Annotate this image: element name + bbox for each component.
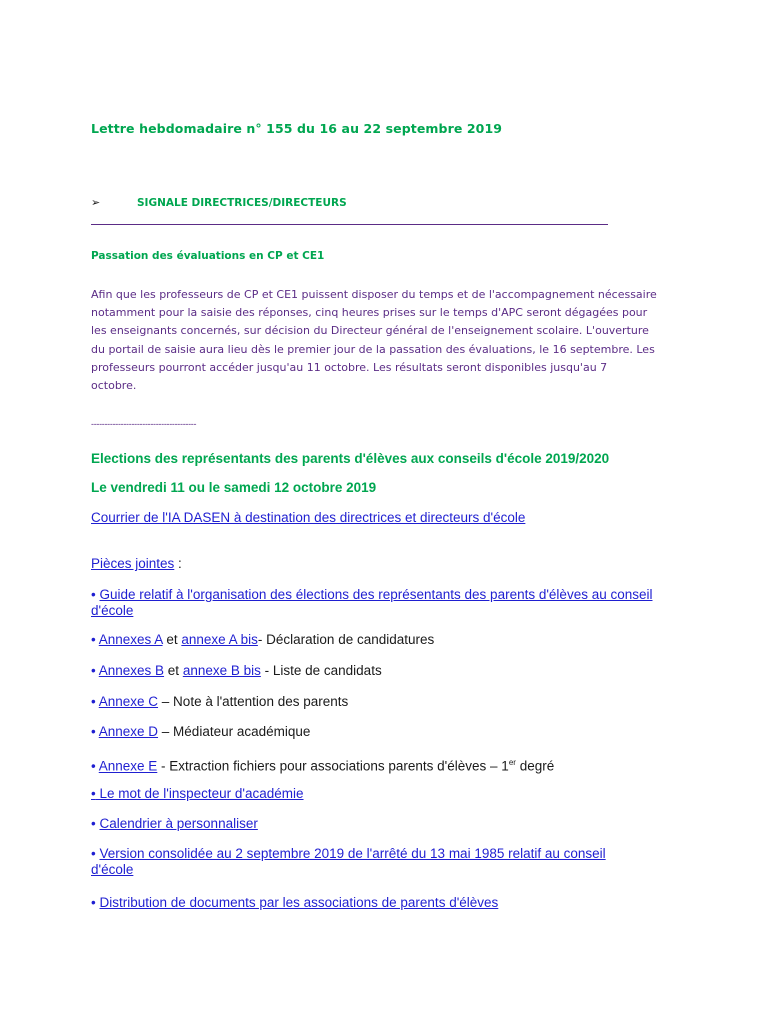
annexe-b-bis-link[interactable]: annexe B bis <box>182 663 261 678</box>
attachment-item-calendrier <box>91 816 258 832</box>
attachment-item-distribution <box>91 895 498 911</box>
section-divider <box>91 224 608 225</box>
calendrier-link[interactable]: Calendrier à personnaliser <box>99 816 258 831</box>
attachment-item-annexe-a <box>91 632 434 648</box>
attachment-item-annexe-c <box>91 694 348 710</box>
paragraph-line: les enseignants concernés, sur décision du Directeur général de l'enseignement scolaire. L'ouverture <box>91 324 649 338</box>
bullet-icon: • <box>91 663 96 678</box>
mot-inspecteur-label: Le mot de l'inspecteur d'académie <box>99 786 304 801</box>
attachment-item-annexe-b <box>91 663 382 679</box>
distribution-link[interactable]: Distribution de documents par les associations de parents d'élèves <box>99 895 499 910</box>
elections-heading: Elections des représentants des parents d'élèves aux conseils d'école 2019/2020 <box>91 451 610 466</box>
annexe-e-superscript: er <box>508 758 516 767</box>
annexe-c-link[interactable]: Annexe C <box>98 694 159 709</box>
annexe-a-description: - Déclaration de candidatures <box>257 632 435 647</box>
version-consolidee-link-continued[interactable]: d'école <box>91 862 134 877</box>
bullet-icon: • <box>91 758 96 774</box>
bullet-icon: • <box>91 694 96 709</box>
paragraph-line: octobre. <box>91 379 137 393</box>
annexe-c-description: – Note à l'attention des parents <box>158 694 349 709</box>
paragraph-line: Afin que les professeurs de CP et CE1 puissent disposer du temps et de l'accompagnement nécessaire <box>91 288 657 301</box>
elections-date: Le vendredi 11 ou le samedi 12 octobre 2019 <box>91 480 377 495</box>
annexe-d-link[interactable]: Annexe D <box>98 724 159 739</box>
mot-inspecteur-link[interactable] <box>91 786 304 801</box>
letter-title: Lettre hebdomadaire n° 155 du 16 au 22 septembre 2019 <box>91 121 503 136</box>
attachments-label-row <box>91 556 182 571</box>
annexe-e-description: - Extraction fichiers pour associations parents d'élèves – 1 <box>157 758 509 774</box>
dashed-separator: --------------------------------------- <box>91 419 197 429</box>
annexe-b-and: et <box>164 663 183 678</box>
attachment-item-version-consolidee <box>91 846 606 878</box>
bullet-icon: • <box>91 724 96 739</box>
attachment-item-mot-inspecteur <box>91 786 304 802</box>
paragraph-line: professeurs pourront accéder jusqu'au 11 octobre. Les résultats seront disponibles jusqu'au 7 <box>91 360 608 374</box>
courrier-dasen-link-row <box>91 510 525 525</box>
bullet-icon: • <box>91 587 96 602</box>
attachment-item-annexe-d <box>91 724 310 740</box>
arrow-bullet-icon: ➢ <box>91 196 101 209</box>
attachments-link[interactable]: Pièces jointes <box>91 556 175 571</box>
bullet-icon: • <box>91 632 96 647</box>
bullet-icon: • <box>91 816 96 831</box>
attachment-item-guide <box>91 587 653 619</box>
annexe-a-and: et <box>162 632 182 647</box>
courrier-dasen-link[interactable]: Courrier de l'IA DASEN à destination des directrices et directeurs d'école <box>91 510 526 525</box>
paragraph-line: du portail de saisie aura lieu dès le premier jour de la passation des évaluations, le 16 septembre. Les <box>91 342 655 356</box>
guide-link-continued[interactable]: d'école <box>91 603 134 618</box>
attachment-item-annexe-e <box>91 755 554 775</box>
annexe-d-description: – Médiateur académique <box>158 724 311 739</box>
attachments-colon: : <box>174 556 182 571</box>
annexe-a-link[interactable]: Annexes A <box>98 632 163 647</box>
annexe-e-degree: degré <box>515 758 555 774</box>
evaluations-paragraph <box>91 286 683 395</box>
annexe-a-bis-link[interactable]: annexe A bis <box>181 632 258 647</box>
annexe-e-link[interactable]: Annexe E <box>98 758 158 774</box>
bullet-icon: • <box>91 786 96 801</box>
paragraph-line: notamment pour la saisie des réponses, cinq heures prises sur le temps d'APC seront dégagées pour <box>91 306 648 320</box>
bullet-icon: • <box>91 846 96 861</box>
annexe-b-description: - Liste de candidats <box>260 663 382 678</box>
annexe-b-link[interactable]: Annexes B <box>98 663 165 678</box>
bullet-icon: • <box>91 895 96 910</box>
section-signale <box>91 196 347 209</box>
version-consolidee-link[interactable]: Version consolidée au 2 septembre 2019 de l'arrêté du 13 mai 1985 relatif au conseil <box>99 846 606 861</box>
guide-link[interactable]: Guide relatif à l'organisation des élections des représentants des parents d'élèves au conseil <box>99 587 653 602</box>
section-signale-label: SIGNALE DIRECTRICES/DIRECTEURS <box>137 197 347 209</box>
evaluations-heading: Passation des évaluations en CP et CE1 <box>91 250 325 262</box>
